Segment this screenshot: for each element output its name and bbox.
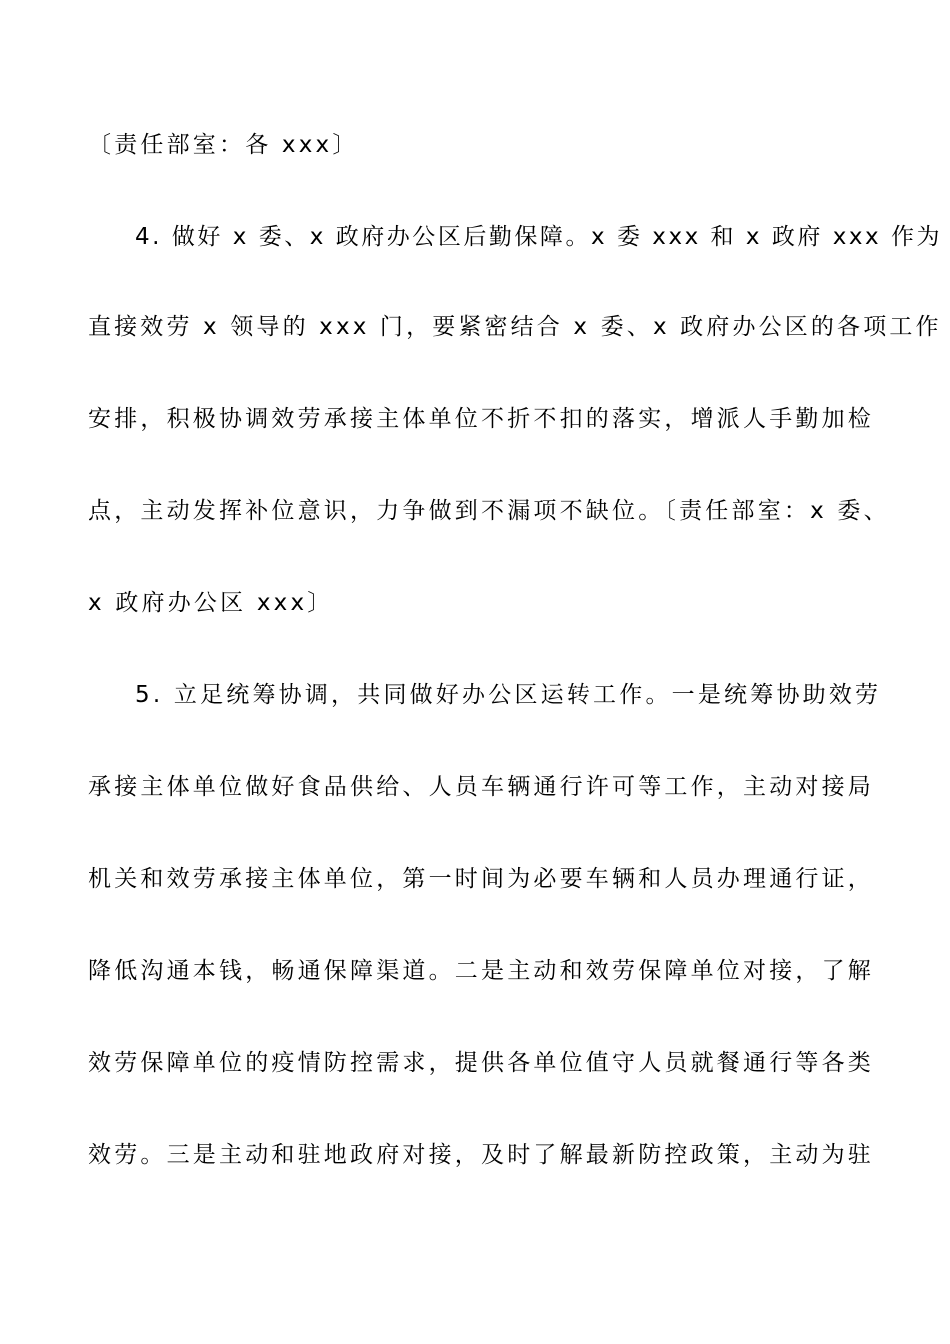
text-line-responsibility-1: 〔责任部室：各 xxx〕 — [88, 132, 359, 158]
text-line: 效劳保障单位的疫情防控需求，提供各单位值守人员就餐通行等各类 — [88, 1050, 874, 1076]
text-line: 安排，积极协调效劳承接主体单位不折不扣的落实，增派人手勤加检 — [88, 406, 874, 432]
text-line-item-4-heading: 4. 做好 x 委、x 政府办公区后勤保障。x 委 xxx 和 x 政府 xxx 作为 — [135, 224, 943, 250]
text-line: 效劳。三是主动和驻地政府对接，及时了解最新防控政策，主动为驻 — [88, 1142, 874, 1168]
text-line-item-5-heading: 5. 立足统筹协调，共同做好办公区运转工作。一是统筹协助效劳 — [135, 682, 882, 708]
text-line-responsibility-2: x 政府办公区 xxx〕 — [88, 590, 334, 616]
text-line: 点，主动发挥补位意识，力争做到不漏项不缺位。〔责任部室：x 委、 — [88, 498, 890, 524]
text-line: 机关和效劳承接主体单位，第一时间为必要车辆和人员办理通行证， — [88, 866, 874, 892]
text-line: 承接主体单位做好食品供给、人员车辆通行许可等工作，主动对接局 — [88, 774, 874, 800]
text-line: 降低沟通本钱，畅通保障渠道。二是主动和效劳保障单位对接，了解 — [88, 958, 874, 984]
text-line: 直接效劳 x 领导的 xxx 门，要紧密结合 x 委、x 政府办公区的各项工作 — [88, 314, 942, 340]
